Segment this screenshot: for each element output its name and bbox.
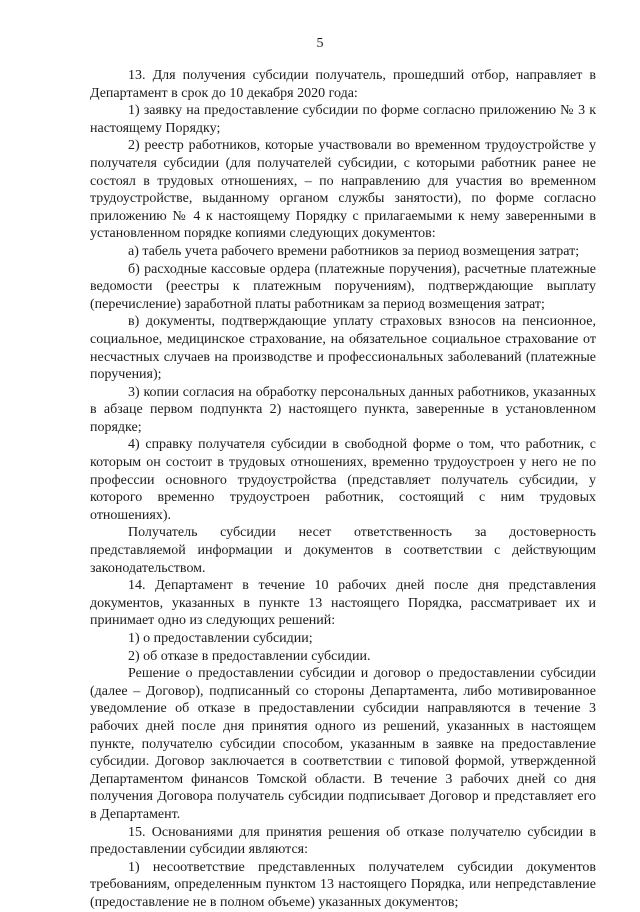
paragraph-13-item-1: 1) заявку на предоставление субсидии по форме согласно приложению № 3 к настоящему Порядку; bbox=[90, 103, 596, 136]
paragraph-13-item-4: 4) справку получателя субсидии в свободной форме о том, что работник, с которым он состоит в трудовых отношениях, временно трудоустроен у него не по профессии основного трудоустройства (представляет получатель субсидии, у которого временно трудоустроен работник, состоящий с ним трудовых отношениях). bbox=[90, 437, 596, 523]
paragraph-13-item-2c: в) документы, подтверждающие уплату страховых взносов на пенсионное, социальное, медицинское страхование, на обязательное социальное страхование от несчастных случаев на производстве и профессиональных заболеваний (платежные поручения); bbox=[90, 314, 596, 383]
paragraph-14-item-2: 2) об отказе в предоставлении субсидии. bbox=[128, 648, 371, 664]
document-body bbox=[90, 67, 596, 912]
paragraph-13-intro: 13. Для получения субсидии получатель, прошедший отбор, направляет в Департамент в срок до 10 декабря 2020 года: bbox=[90, 68, 596, 101]
paragraph-13-item-2a: а) табель учета рабочего времени работников за период возмещения затрат; bbox=[128, 243, 580, 259]
paragraph-13-item-3: 3) копии согласия на обработку персональных данных работников, указанных в абзаце первом подпункта 2) настоящего пункта, заверенные в установленном порядке; bbox=[90, 384, 596, 435]
paragraph-15-intro: 15. Основаниями для принятия решения об отказе получателю субсидии в предоставлении субсидии являются: bbox=[90, 824, 596, 858]
paragraph-14-intro: 14. Департамент в течение 10 рабочих дней после дня представления документов, указанных в пункте 13 настоящего Порядка, рассматривает их и принимает одно из следующих решений: bbox=[90, 578, 596, 629]
paragraph-decision-notice: Решение о предоставлении субсидии и договор о предоставлении субсидии (далее – Договор), подписанный со стороны Департамента, либо мотивированное уведомление об отказе в предоставлении субсидии направляются в течение 3 рабочих дней после дня принятия одного из решений, указанных в настоящем пункте, получателю субсидии способом, указанным в заявке на предоставление субсидии. Договор заключается в соответствии с типовой формой, утвержденной Департаментом финансов Томской области. В течение 3 рабочих дней со дня получения Договора получатель субсидии подписывает Договор и представляет его в Департамент. bbox=[90, 666, 596, 822]
page-number: 5 bbox=[316, 36, 324, 51]
paragraph-15-item-1: 1) несоответствие представленных получателем субсидии документов требованиям, определенным пунктом 13 настоящего Порядка, или непредставление (предоставление не в полном объеме) указанных документов; bbox=[90, 859, 596, 910]
paragraph-14-item-1: 1) о предоставлении субсидии; bbox=[128, 631, 313, 646]
paragraph-13-item-2b: б) расходные кассовые ордера (платежные поручения), расчетные платежные ведомости (реестры к платежным поручениям), подтверждающие выплату (перечисление) заработной платы работникам за период возмещения затрат; bbox=[90, 261, 596, 312]
paragraph-13-item-2: 2) реестр работников, которые участвовали во временном трудоустройстве у получателя субсидии (для получателей субсидии, с которыми работник ранее не состоял в трудовых отношениях, – по направлению для участия во временном трудоустройстве, выданному органом службы занятости), по форме согласно приложению № 4 к настоящему Порядку с прилагаемыми к нему заверенными в установленном порядке копиями следующих документов: bbox=[90, 138, 596, 242]
paragraph-responsibility: Получатель субсидии несет ответственность за достоверность представляемой информации и документов в соответствии с действующим законодательством. bbox=[90, 525, 596, 576]
